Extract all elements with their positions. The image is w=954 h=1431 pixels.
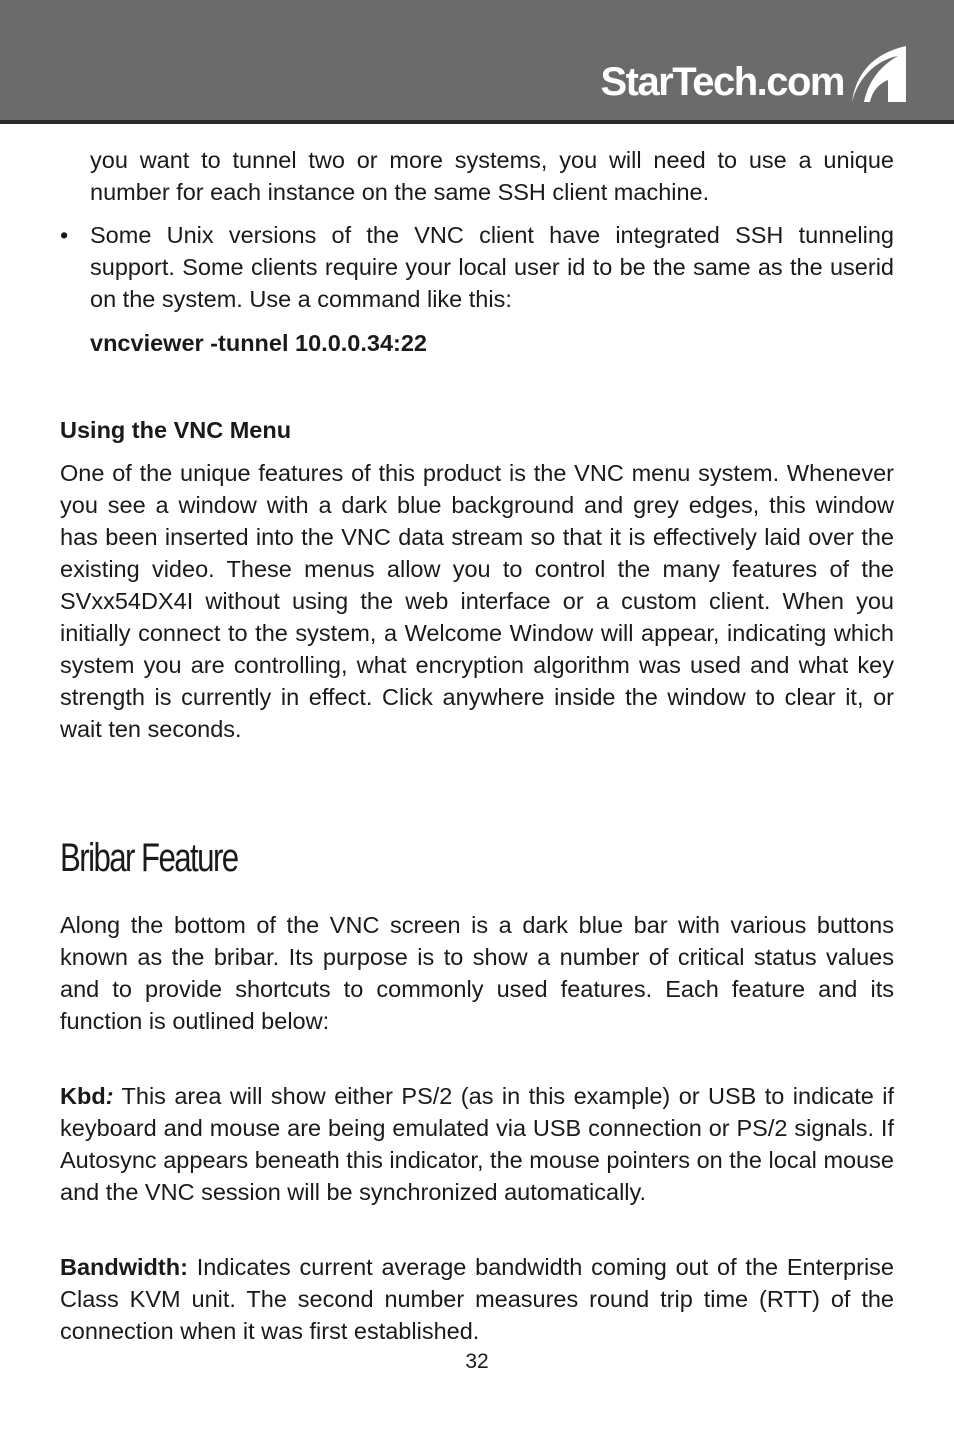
logo-text: StarTech.com [600, 60, 844, 104]
page-header [0, 0, 954, 124]
bandwidth-label: Bandwidth: [60, 1254, 188, 1280]
page-number: 32 [465, 1350, 489, 1373]
kbd-colon: : [105, 1083, 114, 1109]
bandwidth-paragraph [60, 1251, 894, 1347]
command-example: vncviewer -tunnel 10.0.0.34:22 [90, 330, 427, 356]
logo-swoosh-icon [848, 44, 908, 104]
bandwidth-text: Indicates current average bandwidth coming out of the Enterprise Class KVM unit. The second number measures round trip time (RTT) of the connection when it was first established. [60, 1254, 894, 1344]
bullet-text: Some Unix versions of the VNC client have integrated SSH tunneling support. Some clients require your local user id to be the same as the userid on the system. Use a command like this: [90, 222, 894, 312]
vnc-menu-heading: Using the VNC Menu [60, 417, 292, 443]
vnc-menu-paragraph: One of the unique features of this product is the VNC menu system. Whenever you see a window with a dark blue background and grey edges, this window has been inserted into the VNC data stream so that it is effectively laid over the existing video. These menus allow you to control the many features of the SVxx54DX4I without using the web interface or a custom client. When you initially connect to the system, a Welcome Window will appear, indicating which system you are controlling, what encryption algorithm was used and what key strength is currently in effect. Click anywhere inside the window to clear it, or wait ten seconds. [60, 460, 894, 742]
kbd-text: This area will show either PS/2 (as in this example) or USB to indicate if keyboard and mouse are being emulated via USB connection or PS/2 signals. If Autosync appears beneath this indicator, the mouse pointers on the local mouse and the VNC session will be synchronized automatically. [60, 1083, 894, 1205]
bullet-icon: • [60, 222, 69, 248]
intro-continuation: you want to tunnel two or more systems, you will need to use a unique number for each instance on the same SSH client machine. [90, 147, 894, 205]
bribar-paragraph: Along the bottom of the VNC screen is a dark blue bar with various buttons known as the bribar. Its purpose is to show a number of critical status values and to provide shortcuts to commonly used features. Each feature and its function is outlined below: [60, 912, 894, 1034]
kbd-paragraph [60, 1080, 894, 1208]
bribar-section-title: Bribar Feature [60, 836, 238, 880]
kbd-label: Kbd [60, 1083, 106, 1109]
startech-logo [600, 44, 908, 104]
